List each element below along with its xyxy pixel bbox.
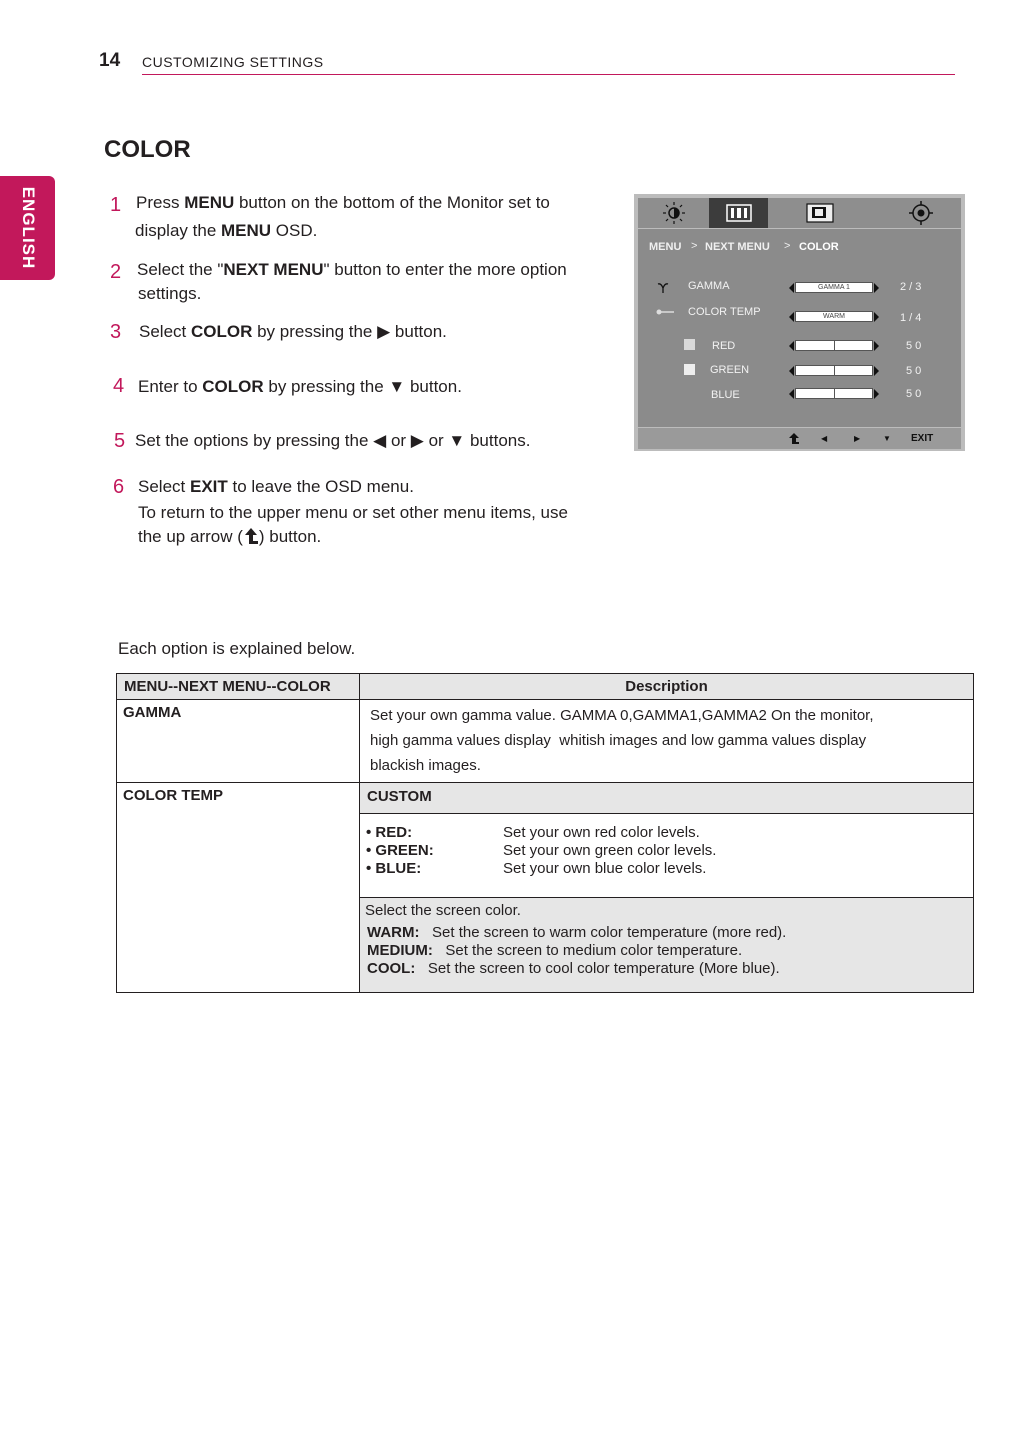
- osd-row-value: 5 0: [906, 388, 922, 400]
- brightness-icon: [661, 201, 687, 225]
- osd-red-slider: [795, 340, 873, 351]
- step-1-line-1: Press MENU button on the bottom of the Monitor set to: [136, 193, 550, 212]
- color-temp-icon: [656, 308, 674, 316]
- options-table: [116, 673, 974, 993]
- increase-arrow-icon: [874, 341, 879, 351]
- table-intro: Each option is explained below.: [118, 639, 356, 658]
- decrease-arrow-icon: [789, 366, 794, 376]
- step-1-number: 1: [110, 194, 122, 216]
- step-4-text: Enter to COLOR by pressing the ▼ button.: [138, 377, 462, 396]
- osd-blue-level: [796, 389, 835, 398]
- green-swatch-icon: [684, 364, 695, 375]
- step-6-line-3: the up arrow ( ) button.: [138, 527, 322, 546]
- step-4-number: 4: [113, 375, 125, 397]
- osd-row-value: 1 / 4: [900, 312, 922, 324]
- step-3-text: Select COLOR by pressing the ▶ button.: [139, 322, 447, 341]
- osd-breadcrumb-separator-icon: >: [691, 240, 698, 252]
- decrease-arrow-icon: [789, 341, 794, 351]
- section-title: CUSTOMIZING SETTINGS: [142, 54, 324, 70]
- increase-arrow-icon: [874, 389, 879, 399]
- language-tab: [0, 176, 55, 280]
- osd-row-label: RED: [712, 340, 736, 352]
- step-2-number: 2: [110, 261, 122, 283]
- osd-breadcrumb-menu: MENU: [649, 241, 682, 253]
- step-5-text: Set the options by pressing the ◀ or ▶ or ▼ buttons.: [135, 431, 531, 450]
- osd-row-label: BLUE: [711, 389, 740, 401]
- osd-green-slider: [795, 365, 873, 376]
- display-size-icon: [806, 203, 834, 223]
- step-6-number: 6: [113, 476, 125, 498]
- page-heading: COLOR: [104, 136, 191, 163]
- up-arrow-icon: [243, 527, 259, 545]
- osd-gamma-slider: GAMMA 1: [795, 282, 873, 293]
- osd-left-icon: ◀: [821, 434, 828, 443]
- step-1-line-2: display the MENU OSD.: [135, 221, 318, 240]
- osd-green-level: [796, 366, 835, 375]
- step-6-line-1: Select EXIT to leave the OSD menu.: [138, 477, 414, 496]
- osd-row-label: GAMMA: [688, 280, 730, 292]
- page-number: 14: [99, 50, 121, 71]
- osd-row-label: COLOR TEMP: [688, 306, 761, 318]
- osd-row-value: 5 0: [906, 365, 922, 377]
- table-header-description: Description: [360, 674, 974, 700]
- decrease-arrow-icon: [789, 389, 794, 399]
- table-header-menu: MENU--NEXT MENU--COLOR: [117, 674, 360, 700]
- step-6-line-2: To return to the upper menu or set other menu items, use: [138, 503, 568, 522]
- osd-blue-slider: [795, 388, 873, 399]
- header-rule: [142, 74, 955, 75]
- increase-arrow-icon: [874, 366, 879, 376]
- osd-right-icon: ▶: [854, 434, 861, 443]
- step-2-line-1: Select the "NEXT MENU" button to enter the more option: [137, 260, 567, 279]
- preset-description: Select the screen color. WARM: Set the screen to warm color temperature (more red). MEDIUM: Set the screen to medium color temperature. COOL: Set the screen to cool color temperature (More blue).: [360, 898, 974, 993]
- osd-row-value: 5 0: [906, 340, 922, 352]
- osd-breadcrumb-current: COLOR: [799, 241, 839, 253]
- osd-down-icon: ▼: [883, 434, 891, 443]
- step-3-number: 3: [110, 321, 122, 343]
- decrease-arrow-icon: [789, 312, 794, 322]
- custom-header: CUSTOM: [360, 783, 974, 814]
- gamma-description: Set your own gamma value. GAMMA 0,GAMMA1,GAMMA2 On the monitor, high gamma values display whitish images and low gamma values display blackish images.: [360, 700, 974, 783]
- osd-breadcrumb-separator-icon: >: [784, 240, 791, 252]
- increase-arrow-icon: [874, 312, 879, 322]
- gamma-label: GAMMA: [117, 700, 360, 783]
- gamma-icon: [657, 282, 669, 294]
- osd-breadcrumb-next-menu: NEXT MENU: [705, 241, 770, 253]
- picture-mode-icon: [726, 203, 752, 223]
- red-swatch-icon: [684, 339, 695, 350]
- osd-exit-label: EXIT: [911, 433, 934, 444]
- osd-red-level: [796, 341, 835, 350]
- osd-up-arrow-icon: [788, 432, 800, 445]
- osd-row-value: 2 / 3: [900, 281, 922, 293]
- increase-arrow-icon: [874, 283, 879, 293]
- custom-description: • RED: Set your own red color levels. • GREEN: Set your own green color levels. • BLUE: Set your own blue color levels.: [360, 814, 974, 898]
- osd-color-temp-slider: WARM: [795, 311, 873, 322]
- settings-gear-icon: [908, 200, 934, 226]
- language-label: ENGLISH: [18, 186, 38, 270]
- osd-row-label: GREEN: [710, 364, 750, 376]
- color-temp-label: COLOR TEMP: [117, 783, 360, 993]
- step-2-line-2: settings.: [138, 284, 202, 303]
- decrease-arrow-icon: [789, 283, 794, 293]
- step-5-number: 5: [114, 430, 126, 452]
